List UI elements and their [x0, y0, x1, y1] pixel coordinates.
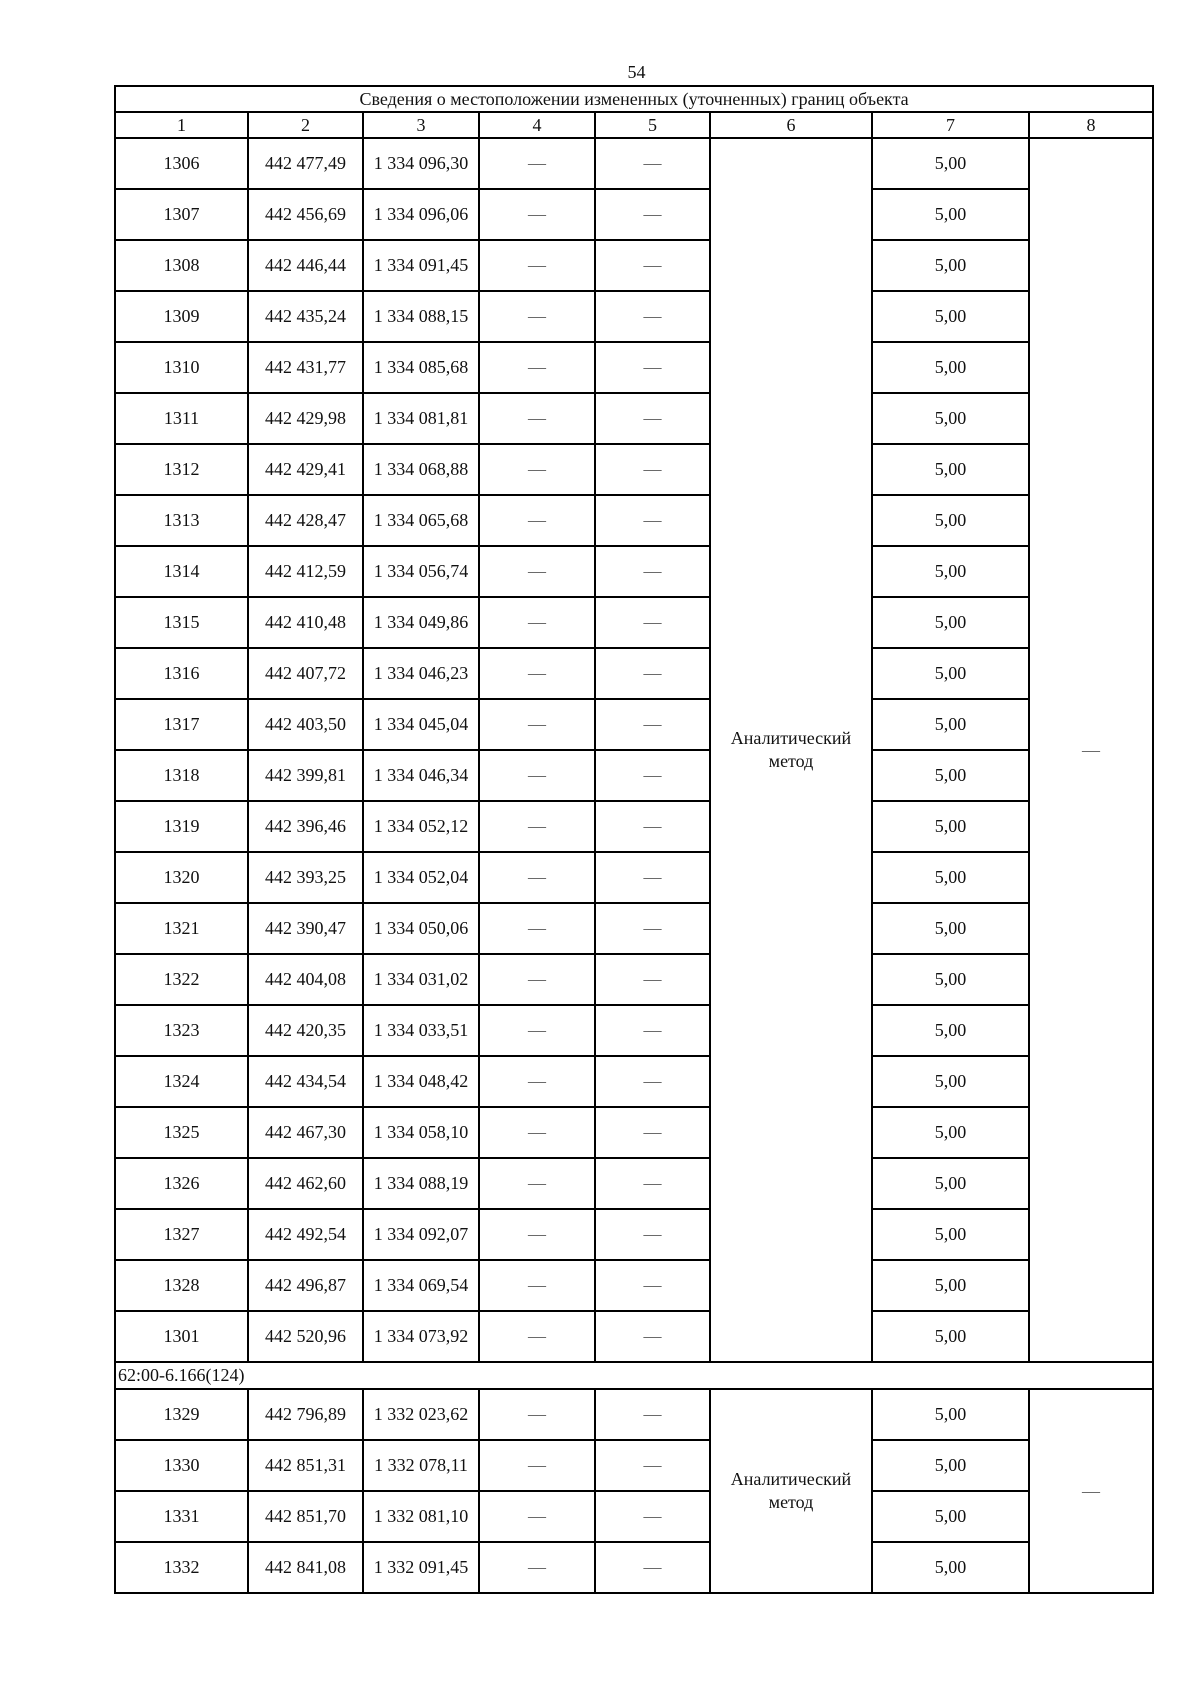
point-number-cell: 1325 [115, 1107, 248, 1158]
y-coordinate-cell: 1 334 050,06 [363, 903, 479, 954]
section-label-row [115, 1362, 1153, 1389]
y-coordinate-cell: 1 334 046,34 [363, 750, 479, 801]
x-coordinate-cell: 442 477,49 [248, 138, 363, 189]
table-title: Сведения о местоположении измененных (уточненных) границ объекта [115, 86, 1153, 112]
column-5-cell: — [595, 801, 710, 852]
column-4-cell: — [479, 240, 595, 291]
table-row [115, 189, 1153, 240]
x-coordinate-cell: 442 434,54 [248, 1056, 363, 1107]
table-row [115, 648, 1153, 699]
method-line: Аналитический [730, 1469, 852, 1489]
column-4-cell: — [479, 1389, 595, 1440]
table-row [115, 954, 1153, 1005]
accuracy-cell: 5,00 [872, 138, 1029, 189]
x-coordinate-cell: 442 399,81 [248, 750, 363, 801]
column-4-cell: — [479, 138, 595, 189]
accuracy-cell: 5,00 [872, 495, 1029, 546]
point-number-cell: 1318 [115, 750, 248, 801]
accuracy-cell: 5,00 [872, 1056, 1029, 1107]
x-coordinate-cell: 442 456,69 [248, 189, 363, 240]
point-number-cell: 1309 [115, 291, 248, 342]
table-row [115, 699, 1153, 750]
column-4-cell: — [479, 699, 595, 750]
column-5-cell: — [595, 903, 710, 954]
column-number: 6 [710, 112, 872, 138]
boundary-coordinates-table [114, 85, 1154, 1594]
x-coordinate-cell: 442 467,30 [248, 1107, 363, 1158]
point-number-cell: 1308 [115, 240, 248, 291]
accuracy-cell: 5,00 [872, 699, 1029, 750]
column-5-cell: — [595, 1260, 710, 1311]
accuracy-cell: 5,00 [872, 852, 1029, 903]
table-row [115, 240, 1153, 291]
column-5-cell: — [595, 240, 710, 291]
column-4-cell: — [479, 393, 595, 444]
column-4-cell: — [479, 801, 595, 852]
table-row [115, 1491, 1153, 1542]
table-row [115, 1260, 1153, 1311]
y-coordinate-cell: 1 334 092,07 [363, 1209, 479, 1260]
accuracy-cell: 5,00 [872, 291, 1029, 342]
x-coordinate-cell: 442 429,41 [248, 444, 363, 495]
table-row [115, 342, 1153, 393]
point-number-cell: 1319 [115, 801, 248, 852]
y-coordinate-cell: 1 334 073,92 [363, 1311, 479, 1362]
accuracy-cell: 5,00 [872, 240, 1029, 291]
y-coordinate-cell: 1 334 069,54 [363, 1260, 479, 1311]
y-coordinate-cell: 1 334 096,06 [363, 189, 479, 240]
point-number-cell: 1320 [115, 852, 248, 903]
y-coordinate-cell: 1 332 078,11 [363, 1440, 479, 1491]
x-coordinate-cell: 442 396,46 [248, 801, 363, 852]
page-number: 54 [627, 62, 646, 82]
y-coordinate-cell: 1 334 056,74 [363, 546, 479, 597]
y-coordinate-cell: 1 334 031,02 [363, 954, 479, 1005]
column-4-cell: — [479, 291, 595, 342]
point-number-cell: 1326 [115, 1158, 248, 1209]
accuracy-cell: 5,00 [872, 648, 1029, 699]
column-5-cell: — [595, 546, 710, 597]
column-number: 3 [363, 112, 479, 138]
accuracy-cell: 5,00 [872, 597, 1029, 648]
column-5-cell: — [595, 189, 710, 240]
y-coordinate-cell: 1 334 088,15 [363, 291, 479, 342]
x-coordinate-cell: 442 412,59 [248, 546, 363, 597]
column-4-cell: — [479, 1209, 595, 1260]
y-coordinate-cell: 1 334 052,04 [363, 852, 479, 903]
accuracy-cell: 5,00 [872, 1389, 1029, 1440]
table-row [115, 1311, 1153, 1362]
accuracy-cell: 5,00 [872, 444, 1029, 495]
accuracy-cell: 5,00 [872, 1209, 1029, 1260]
column-5-cell: — [595, 648, 710, 699]
x-coordinate-cell: 442 851,31 [248, 1440, 363, 1491]
x-coordinate-cell: 442 410,48 [248, 597, 363, 648]
x-coordinate-cell: 442 492,54 [248, 1209, 363, 1260]
y-coordinate-cell: 1 332 081,10 [363, 1491, 479, 1542]
x-coordinate-cell: 442 435,24 [248, 291, 363, 342]
table-row [115, 1056, 1153, 1107]
point-number-cell: 1327 [115, 1209, 248, 1260]
column-4-cell: — [479, 1440, 595, 1491]
x-coordinate-cell: 442 841,08 [248, 1542, 363, 1593]
column-4-cell: — [479, 954, 595, 1005]
point-number-cell: 1306 [115, 138, 248, 189]
y-coordinate-cell: 1 334 091,45 [363, 240, 479, 291]
y-coordinate-cell: 1 334 033,51 [363, 1005, 479, 1056]
table-row [115, 393, 1153, 444]
accuracy-cell: 5,00 [872, 1158, 1029, 1209]
point-number-cell: 1313 [115, 495, 248, 546]
x-coordinate-cell: 442 393,25 [248, 852, 363, 903]
column-4-cell: — [479, 1158, 595, 1209]
accuracy-cell: 5,00 [872, 750, 1029, 801]
column-4-cell: — [479, 1107, 595, 1158]
point-number-cell: 1316 [115, 648, 248, 699]
column-5-cell: — [595, 597, 710, 648]
column-4-cell: — [479, 1005, 595, 1056]
accuracy-cell: 5,00 [872, 1491, 1029, 1542]
x-coordinate-cell: 442 796,89 [248, 1389, 363, 1440]
x-coordinate-cell: 442 446,44 [248, 240, 363, 291]
point-number-cell: 1332 [115, 1542, 248, 1593]
y-coordinate-cell: 1 334 081,81 [363, 393, 479, 444]
x-coordinate-cell: 442 462,60 [248, 1158, 363, 1209]
y-coordinate-cell: 1 334 048,42 [363, 1056, 479, 1107]
x-coordinate-cell: 442 429,98 [248, 393, 363, 444]
table-row [115, 1158, 1153, 1209]
table-row [115, 444, 1153, 495]
y-coordinate-cell: 1 334 046,23 [363, 648, 479, 699]
x-coordinate-cell: 442 403,50 [248, 699, 363, 750]
column-4-cell: — [479, 495, 595, 546]
point-number-cell: 1312 [115, 444, 248, 495]
column-5-cell: — [595, 138, 710, 189]
point-number-cell: 1322 [115, 954, 248, 1005]
accuracy-cell: 5,00 [872, 903, 1029, 954]
y-coordinate-cell: 1 334 052,12 [363, 801, 479, 852]
column-5-cell: — [595, 342, 710, 393]
column-5-cell: — [595, 1440, 710, 1491]
y-coordinate-cell: 1 334 096,30 [363, 138, 479, 189]
table-row [115, 1542, 1153, 1593]
x-coordinate-cell: 442 404,08 [248, 954, 363, 1005]
column-number-row [115, 112, 1153, 138]
x-coordinate-cell: 442 420,35 [248, 1005, 363, 1056]
y-coordinate-cell: 1 332 091,45 [363, 1542, 479, 1593]
column-number: 1 [115, 112, 248, 138]
x-coordinate-cell: 442 520,96 [248, 1311, 363, 1362]
column-5-cell: — [595, 291, 710, 342]
accuracy-cell: 5,00 [872, 1542, 1029, 1593]
point-number-cell: 1315 [115, 597, 248, 648]
column-5-cell: — [595, 954, 710, 1005]
method-line: метод [768, 1492, 814, 1512]
point-number-cell: 1323 [115, 1005, 248, 1056]
accuracy-cell: 5,00 [872, 546, 1029, 597]
column-5-cell: — [595, 699, 710, 750]
y-coordinate-cell: 1 334 049,86 [363, 597, 479, 648]
point-number-cell: 1328 [115, 1260, 248, 1311]
column-number: 5 [595, 112, 710, 138]
column-5-cell: — [595, 495, 710, 546]
accuracy-cell: 5,00 [872, 1005, 1029, 1056]
table-row [115, 903, 1153, 954]
column-4-cell: — [479, 648, 595, 699]
column-5-cell: — [595, 1542, 710, 1593]
method-line: Аналитический [730, 728, 852, 748]
point-number-cell: 1314 [115, 546, 248, 597]
x-coordinate-cell: 442 431,77 [248, 342, 363, 393]
x-coordinate-cell: 442 496,87 [248, 1260, 363, 1311]
table-row [115, 1209, 1153, 1260]
x-coordinate-cell: 442 390,47 [248, 903, 363, 954]
column-number: 2 [248, 112, 363, 138]
accuracy-cell: 5,00 [872, 342, 1029, 393]
accuracy-cell: 5,00 [872, 1440, 1029, 1491]
y-coordinate-cell: 1 332 023,62 [363, 1389, 479, 1440]
y-coordinate-cell: 1 334 068,88 [363, 444, 479, 495]
y-coordinate-cell: 1 334 088,19 [363, 1158, 479, 1209]
table-row [115, 801, 1153, 852]
y-coordinate-cell: 1 334 085,68 [363, 342, 479, 393]
column-5-cell: — [595, 393, 710, 444]
table-row [115, 1107, 1153, 1158]
column-5-cell: — [595, 1158, 710, 1209]
column-5-cell: — [595, 1056, 710, 1107]
table-row [115, 495, 1153, 546]
table-row [115, 546, 1153, 597]
column-8-cell: — [1029, 1389, 1153, 1593]
column-4-cell: — [479, 1542, 595, 1593]
table-row [115, 597, 1153, 648]
table-row [115, 1005, 1153, 1056]
column-4-cell: — [479, 750, 595, 801]
column-5-cell: — [595, 1311, 710, 1362]
accuracy-cell: 5,00 [872, 393, 1029, 444]
accuracy-cell: 5,00 [872, 801, 1029, 852]
point-number-cell: 1321 [115, 903, 248, 954]
y-coordinate-cell: 1 334 045,04 [363, 699, 479, 750]
column-number: 7 [872, 112, 1029, 138]
column-number: 8 [1029, 112, 1153, 138]
point-number-cell: 1311 [115, 393, 248, 444]
column-4-cell: — [479, 1056, 595, 1107]
method-line: метод [768, 751, 814, 771]
accuracy-cell: 5,00 [872, 1311, 1029, 1362]
column-5-cell: — [595, 852, 710, 903]
point-number-cell: 1317 [115, 699, 248, 750]
point-number-cell: 1331 [115, 1491, 248, 1542]
column-5-cell: — [595, 1005, 710, 1056]
table-row [115, 138, 1153, 189]
table-row [115, 1389, 1153, 1440]
accuracy-cell: 5,00 [872, 954, 1029, 1005]
point-number-cell: 1324 [115, 1056, 248, 1107]
column-5-cell: — [595, 750, 710, 801]
column-4-cell: — [479, 444, 595, 495]
y-coordinate-cell: 1 334 065,68 [363, 495, 479, 546]
point-number-cell: 1329 [115, 1389, 248, 1440]
accuracy-cell: 5,00 [872, 1107, 1029, 1158]
x-coordinate-cell: 442 851,70 [248, 1491, 363, 1542]
column-4-cell: — [479, 903, 595, 954]
point-number-cell: 1330 [115, 1440, 248, 1491]
accuracy-cell: 5,00 [872, 189, 1029, 240]
point-number-cell: 1310 [115, 342, 248, 393]
table-row [115, 852, 1153, 903]
column-5-cell: — [595, 1491, 710, 1542]
column-8-cell: — [1029, 138, 1153, 1362]
column-5-cell: — [595, 444, 710, 495]
method-cell [710, 138, 872, 1362]
column-4-cell: — [479, 189, 595, 240]
column-4-cell: — [479, 546, 595, 597]
x-coordinate-cell: 442 407,72 [248, 648, 363, 699]
y-coordinate-cell: 1 334 058,10 [363, 1107, 479, 1158]
table-row [115, 750, 1153, 801]
column-4-cell: — [479, 852, 595, 903]
accuracy-cell: 5,00 [872, 1260, 1029, 1311]
column-5-cell: — [595, 1389, 710, 1440]
column-number: 4 [479, 112, 595, 138]
point-number-cell: 1307 [115, 189, 248, 240]
column-5-cell: — [595, 1107, 710, 1158]
column-4-cell: — [479, 1311, 595, 1362]
section-label: 62:00-6.166(124) [115, 1362, 1153, 1389]
method-cell [710, 1389, 872, 1593]
column-4-cell: — [479, 1260, 595, 1311]
column-5-cell: — [595, 1209, 710, 1260]
x-coordinate-cell: 442 428,47 [248, 495, 363, 546]
column-4-cell: — [479, 1491, 595, 1542]
table-row [115, 1440, 1153, 1491]
column-4-cell: — [479, 597, 595, 648]
table-row [115, 291, 1153, 342]
point-number-cell: 1301 [115, 1311, 248, 1362]
column-4-cell: — [479, 342, 595, 393]
